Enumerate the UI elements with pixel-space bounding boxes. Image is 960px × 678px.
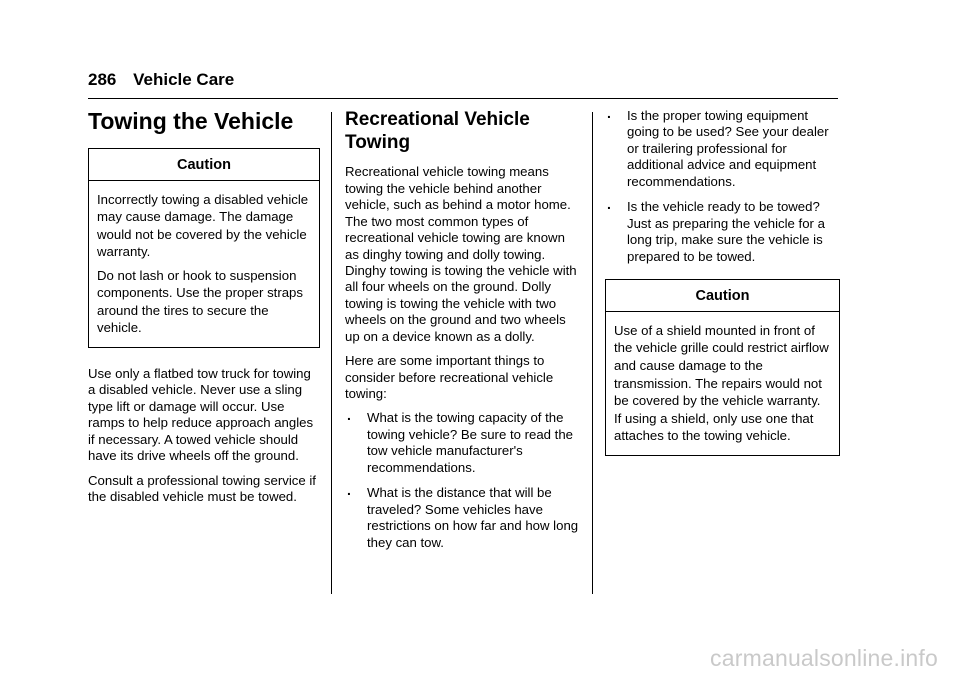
bullet-item: [605, 105, 840, 190]
bullet-text: Is the proper towing equipment going to be used? See your dealer or trailering professional for additional advice and equipment recommendations.: [627, 108, 829, 189]
bullet-marker: .: [607, 196, 611, 213]
header-rule: [88, 98, 838, 99]
bullet-marker: .: [607, 105, 611, 121]
caution-paragraph: Use of a shield mounted in front of the vehicle grille could restrict airflow and cause damage to the transmission. The repairs would not be covered by the vehicle warranty. If using a shield, only use one that attaches to the towing vehicle.: [614, 322, 829, 444]
caution-title: Caution: [606, 280, 839, 312]
page-header: [88, 70, 234, 90]
bullet-text: What is the towing capacity of the towing vehicle? Be sure to read the tow vehicle manufacturer's recommendations.: [367, 410, 573, 475]
bullet-marker: .: [347, 407, 351, 424]
body-paragraph: Consult a professional towing service if the disabled vehicle must be towed.: [88, 472, 316, 505]
bullet-marker: .: [347, 482, 351, 499]
bullet-item: [605, 196, 840, 265]
column-right: [605, 105, 840, 474]
column-divider: [331, 112, 332, 594]
caution-paragraph: Incorrectly towing a disabled vehicle may cause damage. The damage would not be covered by the vehicle warranty.: [97, 191, 309, 260]
body-paragraph: Here are some important things to consider before recreational vehicle towing:: [345, 353, 554, 402]
section-heading: Towing the Vehicle: [88, 108, 294, 134]
section-heading: Recreational Vehicle Towing: [345, 109, 530, 154]
bullet-item: [345, 407, 581, 476]
caution-body: [89, 181, 319, 347]
body-paragraph: Use only a flatbed tow truck for towing a disabled vehicle. Never use a sling type lift or damage will occur. Use ramps to help reduce approach angles if necessary. A towed vehicle should have its drive wheels off the ground.: [88, 365, 314, 464]
caution-box: [605, 279, 840, 456]
column-divider: [592, 112, 593, 594]
bullet-text: Is the vehicle ready to be towed? Just as preparing the vehicle for a long trip, make sure the vehicle is prepared to be towed.: [627, 199, 825, 264]
body-paragraph: Recreational vehicle towing means towing the vehicle behind another vehicle, such as behind a motor home. The two most common types of recreational vehicle towing are known as dinghy towing and dolly towing. Dinghy towing is towing the vehicle with all four wheels on the ground. Dolly towing is towing the vehicle with two wheels on the ground and two wheels up on a device known as a dolly.: [345, 164, 577, 344]
column-middle: [345, 108, 581, 560]
caution-paragraph: Do not lash or hook to suspension components. Use the proper straps around the tires to secure the vehicle.: [97, 267, 303, 336]
caution-box: [88, 148, 320, 348]
watermark: carmanualsonline.info: [710, 645, 938, 671]
page-number: 286: [88, 70, 117, 89]
caution-body: [606, 312, 839, 455]
bullet-text: What is the distance that will be traveled? Some vehicles have restrictions on how far and how long they can tow.: [367, 485, 579, 550]
bullet-item: [345, 482, 581, 551]
section-title: Vehicle Care: [133, 70, 235, 89]
caution-title: Caution: [89, 149, 319, 181]
column-left: [88, 108, 320, 513]
